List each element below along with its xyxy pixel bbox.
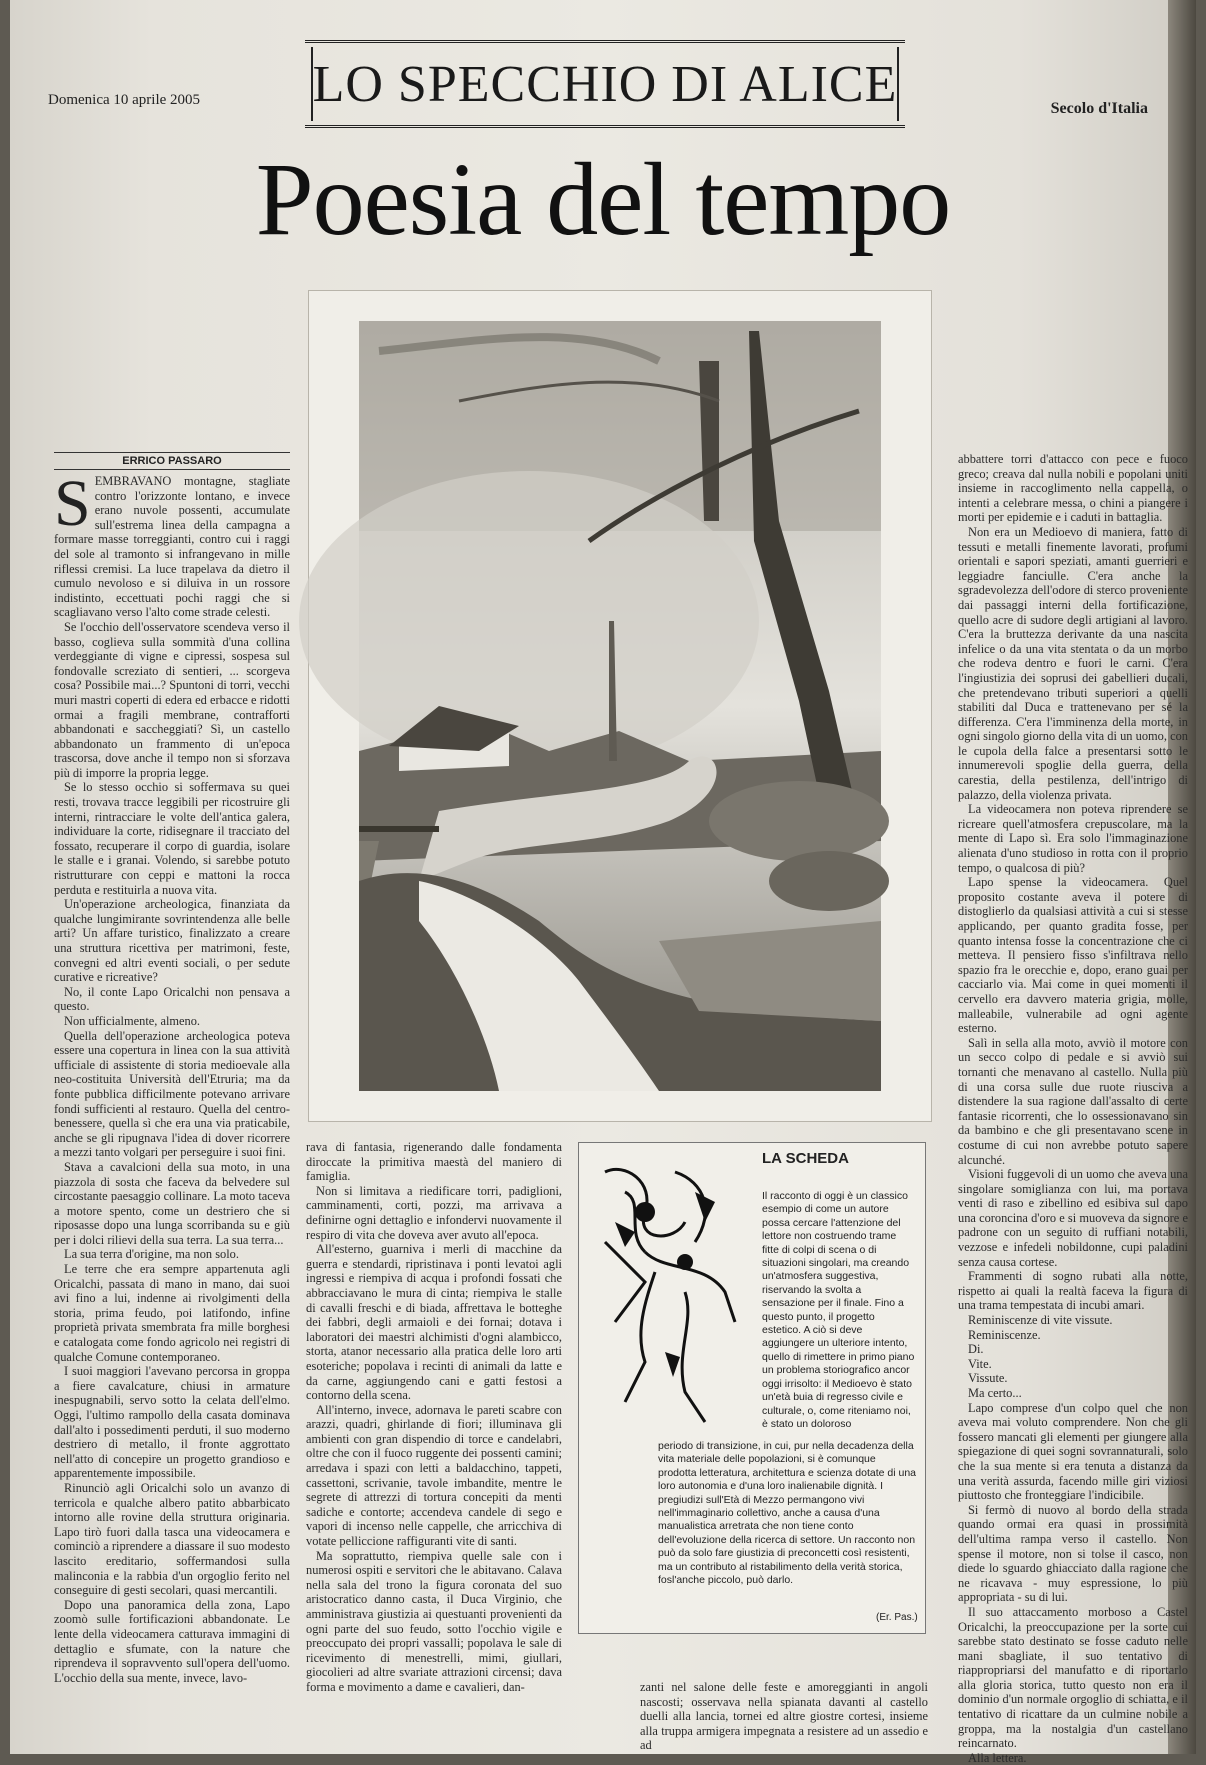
- paragraph: Quella dell'operazione archeologica poteva essere una copertura in linea con la sua attività ufficiale di assistente di storia medioevale alla neo-costituita Università dell'Etruria; ma da fonte pubblica difficilmente potevano arrivare fondi sufficienti al restauro. Quella del centro-benessere, quella sì che era una via praticabile, anche se gli ripugnava l'idea di dover ricorrere a mezzi tanto volgari per perseguire i suoi fini.: [54, 1028, 290, 1160]
- paragraph: Si fermò di nuovo al bordo della strada quando ormai era quasi in prossimità dell'ultima rampa verso il castello. Non spense il motore, non si tolse il casco, non diede lo sguardo ghiacciato dalla ragione che ne ricavava - muy espressione, lo più appropriata - su di lui.: [958, 1502, 1188, 1605]
- paragraph: Non si limitava a riedificare torri, padiglioni, camminamenti, corti, pozzi, ma arrivava a definirne ogni dettaglio e infondervi nuovamente il respiro di vita che doveva aver avuto all'epoca.: [306, 1183, 562, 1242]
- paragraph: La videocamera non poteva riprendere se ricreare quell'atmosfera crepuscolare, ma la mente di Lapo sì. Era solo l'immaginazione alienata d'uno studioso in rotta con il proprio tempo, o qualcosa di più?: [958, 802, 1188, 875]
- paragraph: abbattere torri d'attacco con pece e fuoco greco; creava dal nulla nobili e popolani uniti insieme in raccoglimento nella cappella, o intenti a celebrare messa, o chini a piangere i morti per epidemie e i caduti in battaglia.: [958, 452, 1188, 525]
- info-box-title: LA SCHEDA: [762, 1150, 849, 1167]
- paragraph: Vite.: [968, 1356, 992, 1371]
- paragraph: EMBRAVANO montagne, stagliate contro l'orizzonte lontano, e invece erano nuvole possenti, accumulate sull'estrema linea della campagna a formare masse torreggianti, contro cui i raggi del sole al tramonto si infrangevano in mille riflessi cremisi. La luce trapelava da dietro il cumulo nevoloso e si diluiva in un rossore indistinto, eccettuati pochi raggi che si scagliavano verso l'alto come strade celesti.: [54, 474, 290, 620]
- paragraph: La sua terra d'origine, ma non solo.: [64, 1247, 239, 1262]
- paragraph: All'interno, invece, adornava le pareti scabre con arazzi, quadri, ghirlande di fiori; illuminava gli ambienti con gran dispendio di torce e candelabri, oltre che con il fuoco ruggente dei possenti camini; arredava i spazi con letti a baldacchino, tappeti, cassettoni, scrivanie, tavole imbandite, mentre le segrete di attrezzi di tortura concepiti da menti sadiche e contorte; accendeva candele di sego e vapori di incenso nelle cappelle, che arricchiva di votate pelliccione raffiguranti vite di santi.: [306, 1402, 562, 1549]
- paragraph: Stava a cavalcioni della sua moto, in una piazzola di sosta che faceva da belvedere sul circostante paesaggio collinare. La moto taceva a motore spento, come un destriero che si riposasse dopo una lunga scorribanda su e giù per i dolci rilievi della sua terra. La sua terra...: [54, 1159, 290, 1247]
- paragraph: Frammenti di sogno rubati alla notte, rispetto ai quali la realtà faceva la figura di una trama tempestata di incubi amari.: [958, 1269, 1188, 1313]
- paragraph: rava di fantasia, rigenerando dalle fondamenta diroccate la primitiva maestà del maniero di famiglia.: [306, 1140, 562, 1184]
- paragraph: Ma soprattutto, riempiva quelle sale con i numerosi ospiti e servitori che le abitavano. Calava nella sala del trono la figura coronata del suo aristocratico danno casta, il Duca Virginio, che amministrava giustizia ai questuanti provenienti da ogni parte del suo feudo, sotto l'occhio vigile e preoccupato dei propri vassalli; popolava le sale di ricevimento di menestrelli, mimi, giullari, giocolieri ad altre svariate attrazioni circensi; dava forma e movimento a dame e cavalieri, dan-: [306, 1548, 562, 1694]
- paragraph: Visioni fuggevoli di un uomo che aveva una singolare somiglianza con lui, ma portava venti di raso e zibellino ed esibiva sul capo una coroncina d'oro e si muoveva da signore e padrone con un seguito di ruffiani notabili, vezzose e infedeli nobildonne, cupi paladini senza causa cortese.: [958, 1167, 1188, 1269]
- text-column-1: [54, 467, 290, 1736]
- paragraph: Un'operazione archeologica, finanziata da qualche lungimirante sovrintendenza alle belle arti? Un affare turistico, finalizzato a creare una struttura ricettiva per matrimoni, feste, convegni ed altri eventi sociali, o per sedute curative e ricreative?: [54, 897, 290, 985]
- paragraph: Reminiscenze di vite vissute.: [968, 1313, 1113, 1328]
- paragraph: Se lo stesso occhio si soffermava su quei resti, trovava tracce leggibili per ricostruire gli interni, rintracciare le volte dell'antica galera, individuare la corte, ridisegnare il tracciato del fossato, recuperare il corpo di guardia, isolare le stalle e i granai. Volendo, si sarebbe potuto ristrutturare con ceppi e mattoni la rocca perduta e restituirla a nuova vita.: [54, 780, 290, 897]
- paragraph: All'esterno, guarniva i merli di macchine da guerra e stendardi, ripristinava i ponti levatoi agli ingressi e riempiva di acqua i profondi fossati che abbracciavano le mura di cinta; riempiva le stalle di cavalli freschi e di biada, affrettava le botteghe dei fabbri, degli armaioli e dei fornai; dotava i laboratori dei maestri alchimisti d'ogni alambicco, storta, atanor necessario alla pratica delle loro arti esoteriche; popolava i recinti di animali da latte e da carne, aggiungendo cani e gatti festosi a contorno della scena.: [306, 1242, 562, 1403]
- masthead-bar-left: [311, 47, 313, 121]
- text-column-4: [958, 452, 1188, 1765]
- paragraph: Non era un Medioevo di maniera, fatto di tessuti e metalli finemente lavorati, profumi orientali e sapori speziati, amanti guerrieri e leggiadre fanciulle. C'era anche la sgradevolezza dell'odore di sterco proveniente dai passaggi interni della fortificazione, quello acre di sudore degli artigiani al lavoro. C'era la bruttezza derivante da una nascita infelice o da una vita stentata o da un morbo che rodeva dentro e fuori le carni. C'era l'ingiustizia dei soprusi dei gabellieri ducali, che pretendevano tributi superiori a quelli stabiliti dal Duca e trattenevano per sé la differenza. C'era l'imminenza della morte, in ogni singolo giorno della vita di un uomo, con le cupola della falce a presentarsi sotto le innumerevoli spoglie della guerra, della carestia, della pestilenza, dell'intrigo di palazzo, della violenza privata.: [958, 524, 1188, 802]
- newspaper-page: [10, 0, 1196, 1765]
- masthead-title: LO SPECCHIO DI ALICE: [312, 55, 898, 113]
- text-column-2: [306, 1140, 562, 1736]
- paragraph: Vissute.: [968, 1371, 1008, 1386]
- newspaper-name: Secolo d'Italia: [1050, 100, 1148, 117]
- article-headline: Poesia del tempo: [255, 142, 951, 257]
- paragraph: Rinunciò agli Oricalchi solo un avanzo di terricola e qualche albero patito abbarbicato intorno alle rovine della struttura originaria. Lapo tirò fuori dalla tasca una videocamera e cominciò a riprendere a diassare il suo modesto lascito ereditario, soffermandosi sulla malinconia e la rabbia d'un orgoglio ferito nel conseguire di gesti secolari, quasi mercantili.: [54, 1480, 290, 1598]
- article-byline: ERRICO PASSARO: [54, 452, 290, 470]
- text-column-3-bottom: [640, 1680, 928, 1753]
- painting-drawing: [359, 321, 881, 1091]
- paragraph: Lapo comprese d'un colpo quel che non aveva mai voluto comprendere. Non che gli fossero mancati gli elementi per giungere alla spiegazione di quei sogni sovrannaturali, solo che la sua mente si era tenuta a distanza da una verità assurda, facendo mille giri viziosi piuttosto che fronteggiare l'indicibile.: [958, 1400, 1188, 1503]
- info-box-signature: (Er. Pas.): [876, 1612, 918, 1623]
- knight-illustration: [585, 1152, 755, 1432]
- paragraph: Ma certo...: [968, 1386, 1022, 1400]
- paragraph: Il suo attaccamento morboso a Castel Oricalchi, la preoccupazione per la sorte cui sarebbe stato destinato se fosse caduto nelle mani sbagliate, il suo tentativo di riappropriarsi del manufatto e di riportarlo alla gloria storica, tutto questo non era il dominio d'un normale orgoglio di schiatta, e il tentativo di ricattare da un culmine nobile a groppa, ma la nostalgia d'un castellano reincarnato.: [958, 1604, 1188, 1751]
- paragraph: Dopo una panoramica della zona, Lapo zoomò sulle fortificazioni abbandonate. Le lente della videocamera catturava immagini di dettaglio e sfumate, con la nature che riprendeva il sopravvento sull'opera dell'uomo. L'occhio della sua mente, invece, lavo-: [54, 1597, 290, 1685]
- issue-date: Domenica 10 aprile 2005: [48, 92, 201, 108]
- landscape-painting: [308, 290, 932, 1122]
- paragraph: Alla lettera.: [968, 1750, 1027, 1765]
- paragraph: Salì in sella alla moto, avviò il motore con un secco colpo di pedale e si avviò sui tornanti che menavano al castello. Nulla più di una corsa sulle due ruote riusciva a distendere la sua ragione dall'assalto di certe fantasie ricorrenti, che lo ossessionavano sin da bambino e che gli presentavano scene in costume di cui non avrebbe potuto sapere alcunché.: [958, 1035, 1188, 1167]
- info-box-text-narrow: Il racconto di oggi è un classico esempio di come un autore possa cercare l'attenzione del lettore non costruendo trame fitte di colpi di scena o di situazioni singolari, ma creando un'atmosfera suggestiva, riservando la svolta a sensazione per il finale. Fino a questo punto, il progetto estetico. A ciò si deve aggiungere un ulteriore intento, quello di rimettere in primo piano un problema storiografico ancor oggi irrisolto: il Medioevo è stato un'età buia di regresso civile e culturale, o, come riteniamo noi, è stato un doloroso: [762, 1190, 915, 1430]
- paragraph: No, il conte Lapo Oricalchi non pensava a questo.: [54, 984, 290, 1014]
- section-masthead: [305, 40, 905, 128]
- paragraph: Se l'occhio dell'osservatore scendeva verso il basso, coglieva sulla sommità d'una collina verdeggiante di vigne e cipressi, sospesa sul fondovalle screziato di sentieri, ... scorgeva cosa? Possibile mai...? Spuntoni di torri, vecchi muri mastri coperti di edera ed erbacce e ridotti ormai a fragili membrane, contrafforti abbandonati e saccheggiati? Sì, un castello abbandonato un frammento di un'epoca trascorsa, dove anche il tempo non si sforzava più di imporre la propria legge.: [54, 619, 290, 780]
- drop-cap: S: [54, 467, 91, 540]
- masthead-bar-right: [897, 47, 899, 121]
- info-box-text-wide: periodo di transizione, in cui, pur nella decadenza della vita materiale delle popolazioni, si è comunque prodotta letteratura, architettura e scienza dotate di una loro autonomia e d'una loro inalienabile dignità. I pregiudizi sull'Età di Mezzo permangono vivi nell'immaginario collettivo, anche a causa d'una manualistica arretrata che non tiene conto dell'evoluzione della ricerca di settore. Un racconto non può da solo fare giustizia di preconcetti così resistenti, ma un contributo al ristabilimento della verità storica, fosl'anche piccolo, può darlo.: [658, 1440, 916, 1587]
- paragraph: zanti nel salone delle feste e amoreggianti in angoli nascosti; osservava nella spianata davanti al castello duelli alla lancia, tornei ed altre giostre cortesi, insieme alla truppa armigera impegnata a resistere ad un assedio e ad: [640, 1680, 928, 1753]
- paragraph: Non ufficialmente, almeno.: [64, 1013, 201, 1028]
- paragraph: I suoi maggiori l'avevano percorsa in groppa a fiere cavalcature, chiusi in armature inespugnabili, servo sotto la celata dell'elmo. Oggi, l'ultimo rampollo della casata dominava dall'alto i possedimenti perduti, il suo moderno destriero di metallo, il fronte aggrottato nell'atto di concepire un progetto grandioso e apparentemente impossibile.: [54, 1364, 290, 1481]
- paragraph: Lapo spense la videocamera. Quel proposito costante aveva il potere di distoglierlo da qualsiasi attività a cui si stesse applicando, per quanto gradita fosse, per quanto intensa fosse la concentrazione che ci metteva. Il pensiero fisso s'infiltrava nello spazio fra le orecchie e, dopo, erano guai per cacciarlo via. Mai come in quei momenti il cervello era davvero materia grigia, molle, malleabile, vulnerabile ad ogni agente esterno.: [958, 875, 1188, 1036]
- paragraph: Di.: [968, 1342, 984, 1357]
- paragraph: Le terre che era sempre appartenuta agli Oricalchi, passata di mano in mano, dai suoi avi fino a lui, indenne ai rivolgimenti della storia, prima feudo, poi latifondo, infine proprietà privata smembrata fra mille borghesi e catalogata come fondo agricolo nei registri di qualche Comune contemporaneo.: [54, 1262, 290, 1364]
- paragraph: Reminiscenze.: [968, 1327, 1041, 1342]
